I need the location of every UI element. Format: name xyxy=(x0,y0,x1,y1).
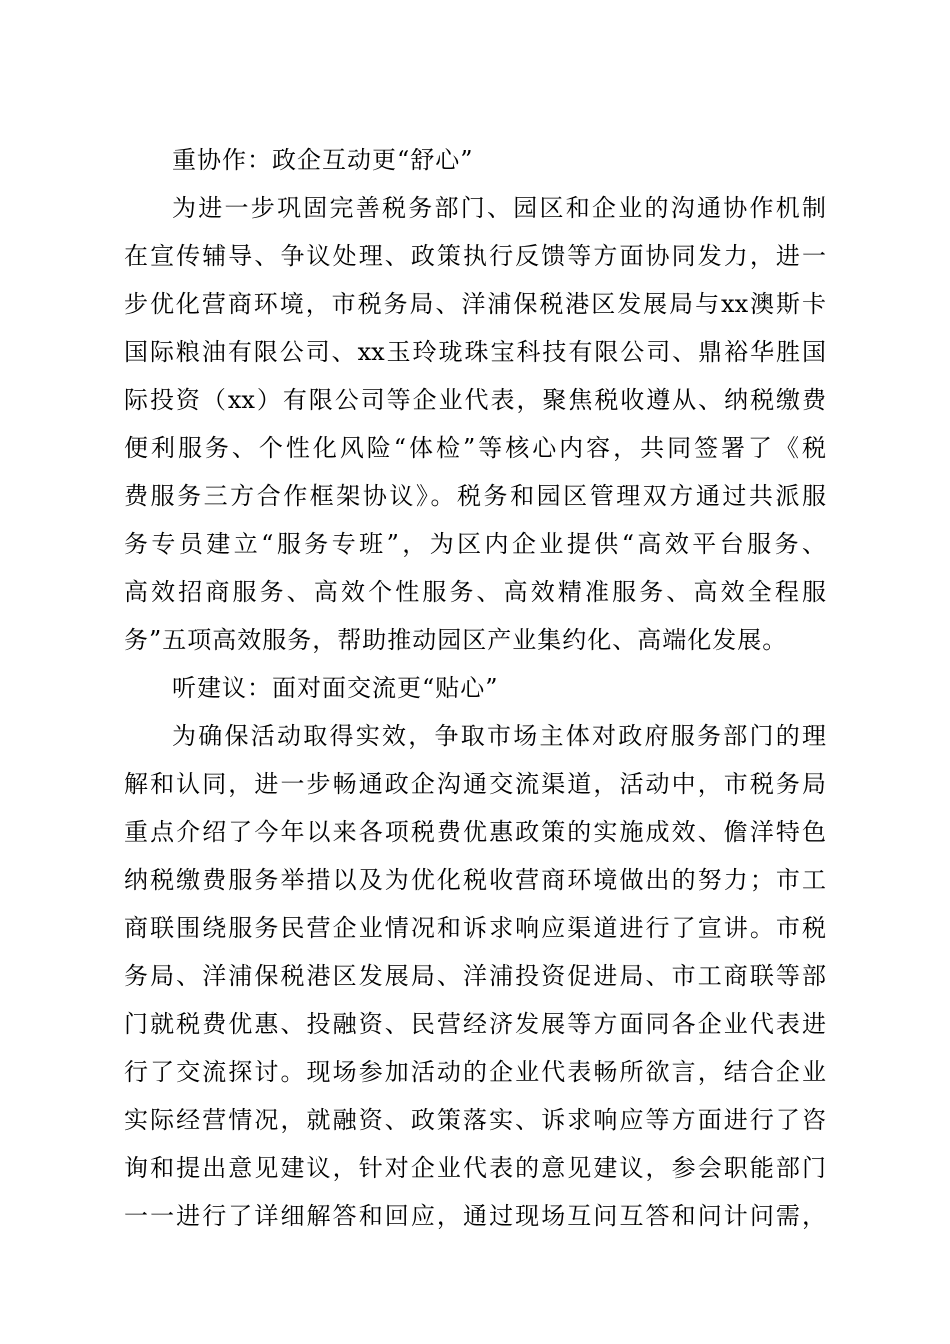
paragraph-line: 纳税缴费服务举措以及为优化税收营商环境做出的努力；市工 xyxy=(124,866,826,894)
paragraph-line: 务局、洋浦保税港区发展局、洋浦投资促进局、市工商联等部 xyxy=(124,962,826,990)
paragraph-line: 为确保活动取得实效，争取市场主体对政府服务部门的理 xyxy=(172,722,826,750)
paragraph-line: 务专员建立“服务专班”，为区内企业提供“高效平台服务、 xyxy=(124,530,826,558)
paragraph-line: 便利服务、个性化风险“体检”等核心内容，共同签署了《税 xyxy=(124,434,826,462)
paragraph-line: 费服务三方合作框架协议》。税务和园区管理双方通过共派服 xyxy=(124,482,826,510)
paragraph-line: 门就税费优惠、投融资、民营经济发展等方面同各企业代表进 xyxy=(124,1010,826,1038)
paragraph-line: 高效招商服务、高效个性服务、高效精准服务、高效全程服 xyxy=(124,578,826,606)
paragraph-line-last: 务”五项高效服务，帮助推动园区产业集约化、高端化发展。 xyxy=(124,626,788,654)
paragraph-line: 步优化营商环境，市税务局、洋浦保税港区发展局与xx澳斯卡 xyxy=(124,290,826,318)
section-heading-cooperation: 重协作：政企互动更“舒心” xyxy=(172,146,474,174)
paragraph-line: 一一进行了详细解答和回应，通过现场互问互答和问计问需， xyxy=(124,1202,826,1230)
paragraph-line: 商联围绕服务民营企业情况和诉求响应渠道进行了宣讲。市税 xyxy=(124,914,826,942)
paragraph-line: 国际粮油有限公司、xx玉玲珑珠宝科技有限公司、鼎裕华胜国 xyxy=(124,338,826,366)
paragraph-line: 在宣传辅导、争议处理、政策执行反馈等方面协同发力，进一 xyxy=(124,242,826,270)
section-heading-suggestions: 听建议：面对面交流更“贴心” xyxy=(172,674,499,702)
paragraph-line: 询和提出意见建议，针对企业代表的意见建议，参会职能部门 xyxy=(124,1154,826,1182)
paragraph-line: 实际经营情况，就融资、政策落实、诉求响应等方面进行了咨 xyxy=(124,1106,826,1134)
paragraph-line: 际投资（xx）有限公司等企业代表，聚焦税收遵从、纳税缴费 xyxy=(124,386,826,414)
paragraph-line: 为进一步巩固完善税务部门、园区和企业的沟通协作机制 xyxy=(172,194,826,222)
paragraph-line: 行了交流探讨。现场参加活动的企业代表畅所欲言，结合企业 xyxy=(124,1058,826,1086)
paragraph-line: 解和认同，进一步畅通政企沟通交流渠道，活动中，市税务局 xyxy=(124,770,826,798)
paragraph-line: 重点介绍了今年以来各项税费优惠政策的实施成效、儋洋特色 xyxy=(124,818,826,846)
